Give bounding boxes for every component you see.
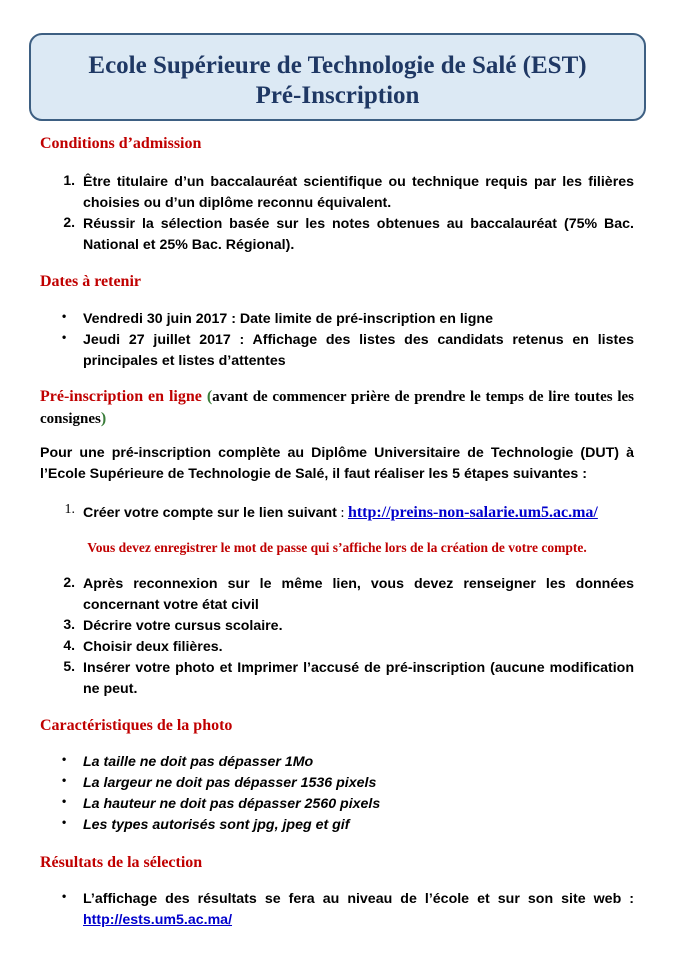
title-box bbox=[29, 33, 646, 121]
list-item-text: Être titulaire d’un baccalauréat scientifique ou technique requis par les filières choisies ou d’un diplôme reconnu équivalent. bbox=[83, 174, 634, 211]
list-item-text: La hauteur ne doit pas dépasser 2560 pixels bbox=[83, 796, 381, 812]
list-item bbox=[60, 794, 634, 815]
admission-list bbox=[60, 172, 634, 256]
section-heading-dates: Dates à retenir bbox=[40, 273, 141, 290]
preins-link[interactable]: http://preins-non-salarie.um5.ac.ma/ bbox=[347, 504, 598, 521]
list-item bbox=[60, 330, 634, 372]
password-note: Vous devez enregistrer le mot de passe qui s’affiche lors de la création de votre compte. bbox=[87, 540, 587, 555]
preinscription-heading: Pré-inscription en ligne bbox=[40, 388, 202, 405]
bullet-icon: • bbox=[62, 815, 67, 829]
ests-link[interactable]: http://ests.um5.ac.ma/ bbox=[83, 912, 233, 928]
list-item bbox=[60, 172, 634, 214]
page-title: Ecole Supérieure de Technologie de Salé (EST) bbox=[88, 52, 587, 79]
section-heading-preinscription bbox=[40, 386, 634, 430]
list-item bbox=[60, 752, 634, 773]
list-item-text: Vendredi 30 juin 2017 : Date limite de pré-inscription en ligne bbox=[83, 311, 493, 327]
steps-list bbox=[60, 574, 634, 700]
list-item bbox=[60, 574, 634, 616]
consignes-text: avant de commencer prière de prendre le temps de lire toutes les consignes bbox=[40, 389, 634, 427]
page-subtitle: Pré-Inscription bbox=[255, 82, 420, 109]
bullet-icon: • bbox=[62, 309, 67, 323]
step1-list bbox=[60, 502, 634, 524]
list-item bbox=[60, 637, 634, 658]
list-item bbox=[60, 889, 634, 931]
intro-paragraph: Pour une pré-inscription complète au Diplôme Universitaire de Technologie (DUT) à l’Ecole Supérieure de Technologie de Salé, il faut réaliser les 5 étapes suivantes : bbox=[40, 445, 634, 482]
section-heading-admission: Conditions d’admission bbox=[40, 135, 202, 152]
list-item bbox=[60, 214, 634, 256]
results-text: L’affichage des résultats se fera au niveau de l’école et sur son site web : bbox=[83, 891, 634, 907]
list-number: 4. bbox=[63, 637, 75, 653]
list-item bbox=[60, 658, 634, 700]
list-number: 2. bbox=[63, 214, 75, 230]
bullet-icon: • bbox=[62, 773, 67, 787]
list-item-text: Réussir la sélection basée sur les notes obtenues au baccalauréat (75% Bac. National et 25% Bac. Régional). bbox=[83, 216, 634, 253]
dates-list bbox=[60, 309, 634, 372]
list-item bbox=[60, 309, 634, 330]
list-item-text: Les types autorisés sont jpg, jpeg et gif bbox=[83, 817, 350, 833]
list-item bbox=[60, 502, 634, 524]
list-item bbox=[60, 616, 634, 637]
list-number: 2. bbox=[63, 574, 75, 590]
list-item bbox=[60, 815, 634, 836]
list-item-text: Après reconnexion sur le même lien, vous devez renseigner les données concernant votre état civil bbox=[83, 576, 634, 613]
bullet-icon: • bbox=[62, 889, 67, 903]
photo-list bbox=[60, 752, 634, 836]
list-item-text: Jeudi 27 juillet 2017 : Affichage des listes des candidats retenus en listes principales et listes d’attentes bbox=[83, 332, 634, 369]
list-item-text bbox=[83, 889, 634, 931]
list-number: 1. bbox=[64, 502, 75, 517]
list-item bbox=[60, 773, 634, 794]
section-heading-results: Résultats de la sélection bbox=[40, 854, 203, 871]
bullet-icon: • bbox=[62, 752, 67, 766]
list-item-text: Choisir deux filières. bbox=[83, 639, 223, 655]
list-item-text: Insérer votre photo et Imprimer l’accusé de pré-inscription (aucune modification ne peut. bbox=[83, 660, 634, 697]
bullet-icon: • bbox=[62, 794, 67, 808]
list-number: 1. bbox=[63, 172, 75, 188]
section-heading-photo: Caractéristiques de la photo bbox=[40, 717, 233, 734]
step1-separator: : bbox=[336, 505, 348, 521]
list-number: 3. bbox=[63, 616, 75, 632]
results-list bbox=[60, 889, 634, 931]
step1-text: Créer votre compte sur le lien suivant bbox=[83, 505, 337, 521]
list-item-text: La taille ne doit pas dépasser 1Mo bbox=[83, 754, 314, 770]
bullet-icon: • bbox=[62, 330, 67, 344]
list-item-text bbox=[83, 502, 634, 524]
list-item-text: La largeur ne doit pas dépasser 1536 pixels bbox=[83, 775, 377, 791]
list-item-text: Décrire votre cursus scolaire. bbox=[83, 618, 283, 634]
open-paren: ( bbox=[206, 388, 213, 405]
close-paren: ) bbox=[100, 410, 107, 427]
list-number: 5. bbox=[63, 658, 75, 674]
